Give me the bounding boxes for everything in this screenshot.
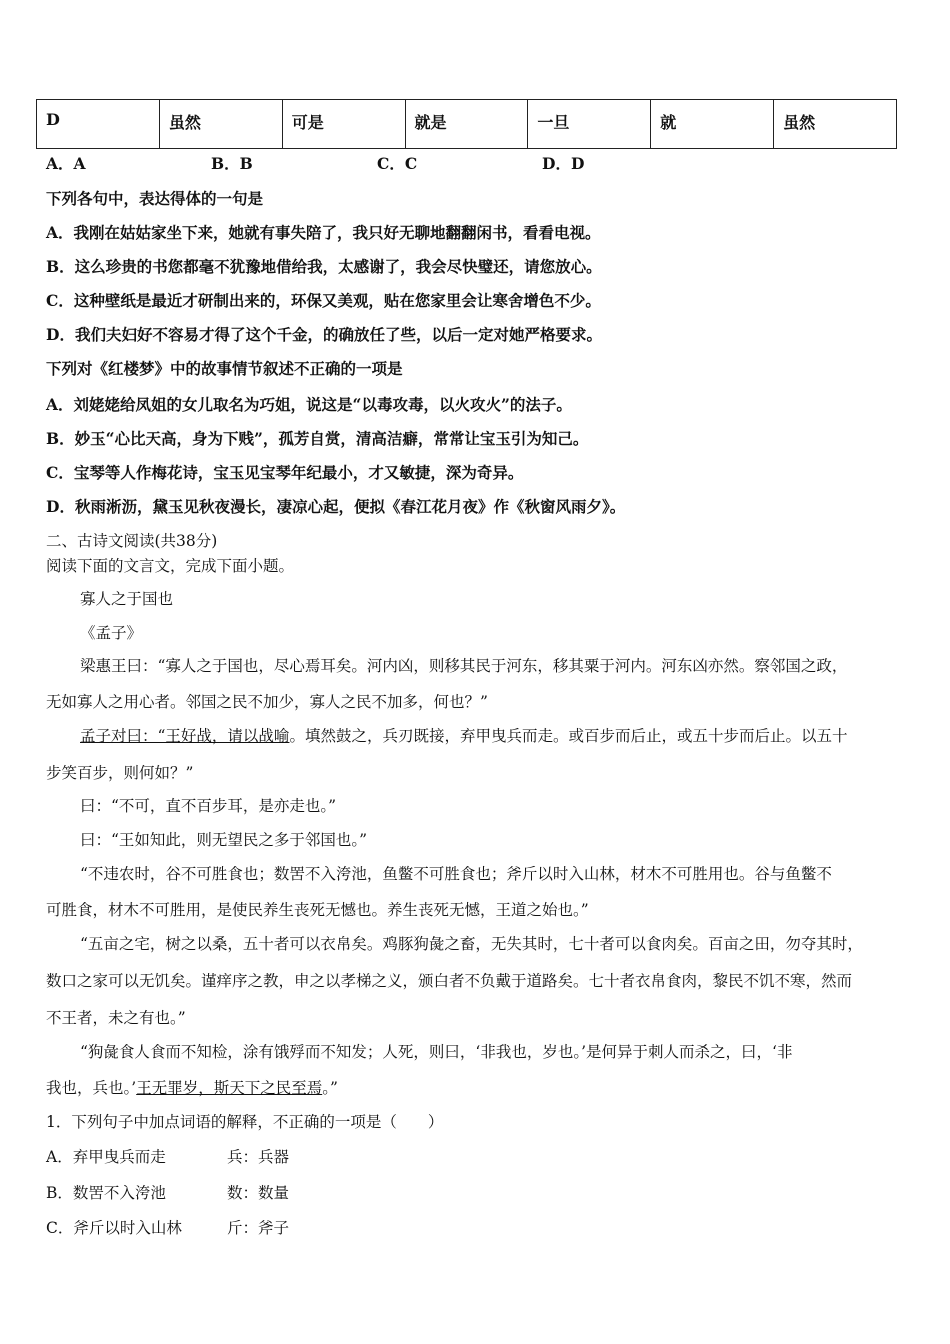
option-gloss: 兵：兵器 bbox=[227, 1148, 290, 1166]
passage-line: “五亩之宅，树之以桑，五十者可以衣帛矣。鸡豚狗彘之畜，无失其时，七十者可以食肉矣。百亩之田，勿夺其时， bbox=[80, 935, 863, 953]
table-row bbox=[37, 100, 897, 149]
question-option: B．数罟不入洿池 bbox=[46, 1184, 166, 1202]
passage-line: “狗彘食人食而不知检，涂有饿殍而不知发；人死，则曰，‘非我也，岁也。’是何异于刺人而杀之，曰，‘非 bbox=[80, 1043, 793, 1061]
passage-line: 可胜食，材木不可胜用，是使民养生丧死无憾也。养生丧死无憾，王道之始也。” bbox=[46, 901, 589, 919]
option-gloss: 斤：斧子 bbox=[227, 1219, 290, 1237]
passage-line bbox=[46, 1076, 338, 1098]
question-stem: 下列各句中，表达得体的一句是 bbox=[46, 189, 264, 208]
passage-line: “不违农时，谷不可胜食也；数罟不入洿池，鱼鳖不可胜食也；斧斤以时入山林，材木不可胜用也。谷与鱼鳖不 bbox=[80, 865, 832, 883]
passage-line: 不王者，未之有也。” bbox=[46, 1009, 186, 1027]
table-cell: 就是 bbox=[405, 100, 528, 149]
passage-text: 我也，兵也。’ bbox=[46, 1079, 137, 1097]
table-cell: 虽然 bbox=[774, 100, 897, 149]
table-cell: 虽然 bbox=[159, 100, 282, 149]
question-option: A．我刚在姑姑家坐下来，她就有事失陪了，我只好无聊地翻翻闲书，看看电视。 bbox=[46, 223, 601, 242]
question-option: C．这种壁纸是最近才研制出来的，环保又美观，贴在您家里会让寒舍增色不少。 bbox=[46, 291, 601, 310]
question-stem: 下列对《红楼梦》中的故事情节叙述不正确的一项是 bbox=[46, 359, 403, 378]
passage-line: 曰：“不可，直不百步耳，是亦走也。” bbox=[80, 797, 337, 815]
section-heading: 二、古诗文阅读(共38分) bbox=[46, 532, 218, 550]
underlined-text: 孟子对曰：“王好战，请以战喻 bbox=[80, 727, 290, 745]
question-option: C．宝琴等人作梅花诗，宝玉见宝琴年纪最小，才又敏捷，深为奇异。 bbox=[46, 463, 524, 482]
question-option: A．弃甲曳兵而走 bbox=[46, 1148, 166, 1166]
passage-source: 《孟子》 bbox=[80, 624, 143, 642]
question-option: A．刘姥姥给凤姐的女儿取名为巧姐，说这是“以毒攻毒，以火攻火”的法子。 bbox=[46, 395, 572, 414]
table-cell: 就 bbox=[651, 100, 774, 149]
answer-option-c: C．C bbox=[377, 154, 418, 173]
question-stem: 1．下列句子中加点词语的解释，不正确的一项是（ ） bbox=[46, 1113, 444, 1131]
passage-line: 无如寡人之用心者。邻国之民不加少，寡人之民不加多，何也？” bbox=[46, 693, 488, 711]
table-cell: 可是 bbox=[282, 100, 405, 149]
table-cell: D bbox=[37, 100, 160, 149]
passage-line: 梁惠王曰：“寡人之于国也，尽心焉耳矣。河内凶，则移其民于河东，移其粟于河内。河东凶亦然。察邻国之政， bbox=[80, 657, 848, 675]
passage-line: 步笑百步，则何如？” bbox=[46, 764, 194, 782]
question-option: B．妙玉“心比天高，身为下贱”，孤芳自赏，清高洁癖，常常让宝玉引为知己。 bbox=[46, 429, 589, 448]
question-option: B．这么珍贵的书您都毫不犹豫地借给我，太感谢了，我会尽快璧还，请您放心。 bbox=[46, 257, 602, 276]
passage-line bbox=[80, 724, 847, 746]
passage-text: 。” bbox=[322, 1079, 338, 1097]
table-cell: 一旦 bbox=[528, 100, 651, 149]
answer-option-d: D．D bbox=[542, 154, 585, 173]
section-instruction: 阅读下面的文言文，完成下面小题。 bbox=[46, 557, 295, 575]
options-table bbox=[36, 99, 897, 149]
underlined-text: 王无罪岁，斯天下之民至焉 bbox=[136, 1079, 323, 1097]
answer-option-a: A．A bbox=[46, 154, 86, 173]
question-option: D．我们夫妇好不容易才得了这个千金，的确放任了些，以后一定对她严格要求。 bbox=[46, 325, 602, 344]
passage-line: 曰：“王如知此，则无望民之多于邻国也。” bbox=[80, 831, 368, 849]
answer-option-b: B．B bbox=[211, 154, 253, 173]
question-option: D．秋雨淅沥，黛玉见秋夜漫长，凄凉心起，便拟《春江花月夜》作《秋窗风雨夕》。 bbox=[46, 497, 626, 516]
passage-text: 。填然鼓之，兵刃既接，弃甲曳兵而走。或百步而后止，或五十步而后止。以五十 bbox=[289, 727, 848, 745]
passage-line: 数口之家可以无饥矣。谨痒序之教，申之以孝梯之义，颁白者不负戴于道路矣。七十者衣帛食肉，黎民不饥不寒，然而 bbox=[46, 972, 853, 990]
question-option: C．斧斤以时入山林 bbox=[46, 1219, 182, 1237]
option-gloss: 数：数量 bbox=[227, 1184, 290, 1202]
passage-title: 寡人之于国也 bbox=[80, 590, 174, 608]
